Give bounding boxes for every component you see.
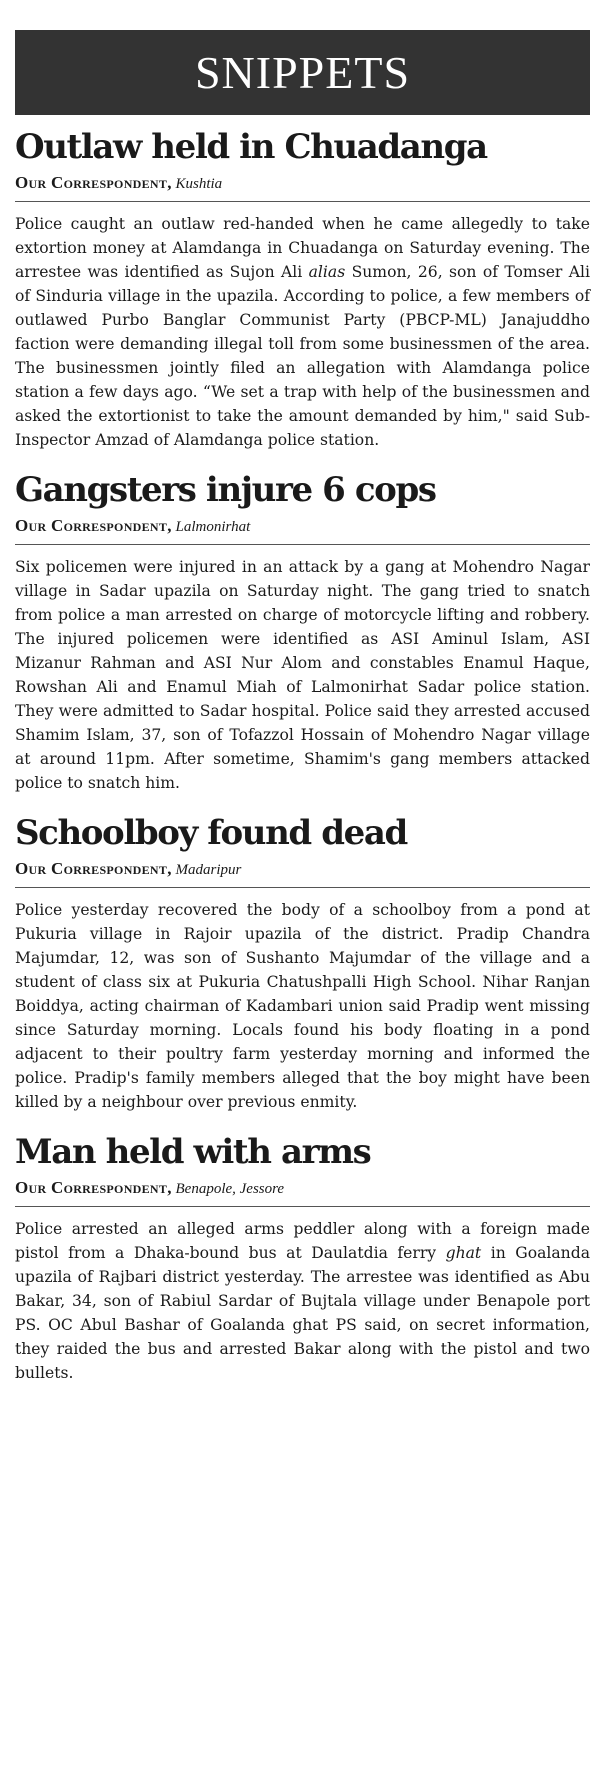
story-body-text: Police caught an outlaw red-handed when he came allegedly to take extortion money at Alamdanga in Chuadanga on Saturday evening. The arrestee was identified as Sujon Ali [15,215,590,281]
story-arms [15,1130,590,1391]
story-body: Police yesterday recovered the body of a schoolboy from a pond at Pukuria village in Rajoir upazila of the district. Pradip Chandra Majumdar, 12, was son of Sushanto Majumdar of the village and a student of class six at Pukuria Chatushpalli High School. Nihar Ranjan Boiddya, acting chairman of Kadambari union said Pradip went missing since Saturday morning. Locals found his body floating in a pond adjacent to their poultry farm yesterday morning and informed the police. Pradip's family members alleged that the boy might have been killed by a neighbour over previous enmity. [15,901,590,1111]
story-byline [15,1178,590,1207]
story-byline [15,859,590,888]
byline-location: Benapole, Jessore [175,1181,285,1197]
story-body [15,1217,590,1391]
story-byline [15,516,590,545]
section-title: SNIPPETS [194,47,411,98]
story-body: Six policemen were injured in an attack by a gang at Mohendro Nagar village in Sadar upazila on Saturday night. The gang tried to snatch from police a man arrested on charge of motorcycle lifting and robbery. The injured policemen were identified as ASI Aminul Islam, ASI Mizanur Rahman and ASI Nur Alom and constables Enamul Haque, Rowshan Ali and Enamul Miah of Lalmonirhat Sadar police station. They were admitted to Sadar hospital. Police said they arrested accused Shamim Islam, 37, son of Tofazzol Hossain of Mohendro Nagar village at around 11pm. After sometime, Shamim's gang members attacked police to snatch him. [15,558,590,792]
story-body-text: in Goalanda upazila of Rajbari district yesterday. The arrestee was identified as Abu Bakar, 34, son of Rabiul Sardar of Bujtala village under Benapole port PS. OC Abul Bashar of Goalanda ghat PS said, on secret information, they raided the bus and arrested Bakar along with the pistol and two bullets. [15,1244,590,1382]
section-banner [15,30,590,115]
story-body-text: Sumon, 26, son of Tomser Ali of Sinduria village in the upazila. According to police, a few members of outlawed Purbo Banglar Communist Party (PBCP-ML) Janajuddho faction were demanding illegal toll from some businessmen of the area. The businessmen jointly filed an allegation with Alamdanga police station a few days ago. “We set a trap with help of the businessmen and asked the extortionist to take the amount demanded by him," said Sub-Inspector Amzad of Alamdanga police station. [15,263,590,449]
story-headline: Schoolboy found dead [15,813,407,853]
story-headline: Outlaw held in Chuadanga [15,127,487,167]
snippets-page [15,30,590,1391]
story-gangsters [15,468,590,801]
byline-correspondent: Our Correspondent, [15,1178,172,1197]
byline-location: Kushtia [175,176,223,192]
story-headline: Man held with arms [15,1132,371,1172]
story-body-italic: alias [308,263,346,281]
byline-location: Madaripur [175,862,242,878]
byline-correspondent: Our Correspondent, [15,173,172,192]
story-body-italic: ghat [445,1244,482,1262]
byline-correspondent: Our Correspondent, [15,516,172,535]
byline-location: Lalmonirhat [175,519,251,535]
story-headline: Gangsters injure 6 cops [15,470,436,510]
byline-correspondent: Our Correspondent, [15,859,172,878]
story-schoolboy [15,811,590,1120]
story-body-text: Police arrested an alleged arms peddler along with a foreign made pistol from a Dhaka-bound bus at Daulatdia ferry [15,1220,590,1262]
story-body [15,212,590,458]
story-outlaw [15,125,590,458]
story-byline [15,173,590,202]
